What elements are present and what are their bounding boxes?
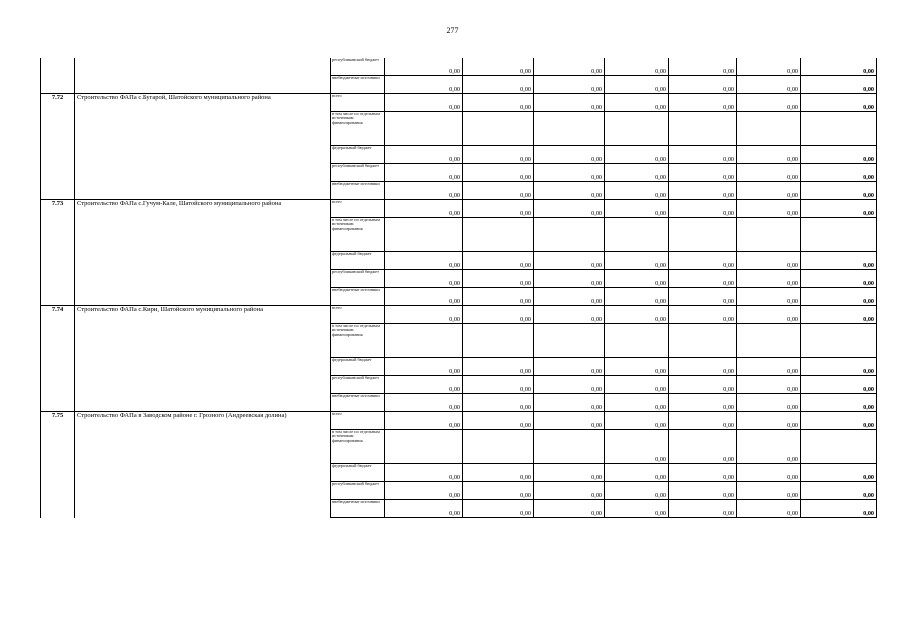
value-cell: 0,00 (737, 464, 801, 482)
value-cell: 0,00 (385, 412, 463, 430)
value-cell: 0,00 (534, 58, 605, 76)
funding-source-cell: внебюджетные источники (331, 500, 385, 518)
item-name-cell: Строительство ФАПа в Заводском районе г. Грозного (Андреевская долина) (75, 412, 331, 518)
funding-source-cell: республиканский бюджет (331, 482, 385, 500)
value-cell: 0,00 (801, 482, 877, 500)
value-cell: 0,00 (669, 500, 737, 518)
value-cell: 0,00 (669, 146, 737, 164)
value-cell: 0,00 (737, 164, 801, 182)
value-cell: 0,00 (801, 94, 877, 112)
value-cell: 0,00 (669, 182, 737, 200)
funding-source-cell: внебюджетные источники (331, 182, 385, 200)
value-cell: 0,00 (737, 200, 801, 218)
value-cell: 0,00 (385, 500, 463, 518)
value-cell: 0,00 (385, 200, 463, 218)
value-cell (534, 112, 605, 146)
item-number-cell: 7.75 (41, 412, 75, 518)
value-cell: 0,00 (669, 76, 737, 94)
value-cell: 0,00 (669, 200, 737, 218)
value-cell: 0,00 (801, 412, 877, 430)
value-cell (534, 430, 605, 464)
value-cell: 0,00 (737, 482, 801, 500)
funding-source-cell: в том числе по отдельным источникам финансирования (331, 218, 385, 252)
value-cell: 0,00 (463, 288, 534, 306)
funding-source-cell: федеральный бюджет (331, 464, 385, 482)
value-cell (737, 324, 801, 358)
item-name-cell: Строительство ФАПа с.Гучум-Кале, Шатойского муниципального района (75, 200, 331, 306)
item-number-cell: 7.73 (41, 200, 75, 306)
value-cell: 0,00 (463, 58, 534, 76)
funding-source-cell: всего (331, 306, 385, 324)
funding-source-cell: в том числе по отдельным источникам финансирования (331, 430, 385, 464)
value-cell: 0,00 (534, 358, 605, 376)
value-cell: 0,00 (605, 464, 669, 482)
value-cell: 0,00 (801, 500, 877, 518)
value-cell (801, 218, 877, 252)
value-cell (463, 324, 534, 358)
funding-source-cell: внебюджетные источники (331, 288, 385, 306)
value-cell: 0,00 (737, 270, 801, 288)
value-cell: 0,00 (605, 358, 669, 376)
value-cell: 0,00 (605, 182, 669, 200)
value-cell: 0,00 (801, 288, 877, 306)
value-cell: 0,00 (669, 482, 737, 500)
table-row (41, 94, 877, 112)
funding-source-cell: в том числе по отдельным источникам финансирования (331, 324, 385, 358)
value-cell: 0,00 (669, 376, 737, 394)
value-cell: 0,00 (801, 358, 877, 376)
budget-table (40, 58, 877, 518)
item-name-cell (75, 58, 331, 94)
value-cell: 0,00 (669, 464, 737, 482)
value-cell: 0,00 (463, 146, 534, 164)
value-cell: 0,00 (534, 164, 605, 182)
value-cell: 0,00 (385, 376, 463, 394)
value-cell: 0,00 (463, 358, 534, 376)
value-cell: 0,00 (534, 270, 605, 288)
value-cell: 0,00 (669, 164, 737, 182)
value-cell: 0,00 (605, 200, 669, 218)
value-cell (801, 430, 877, 464)
value-cell: 0,00 (605, 430, 669, 464)
value-cell: 0,00 (605, 306, 669, 324)
value-cell: 0,00 (534, 500, 605, 518)
value-cell: 0,00 (737, 430, 801, 464)
item-name-cell: Строительство ФАПа с.Кири, Шатойского муниципального района (75, 306, 331, 412)
value-cell: 0,00 (534, 394, 605, 412)
value-cell: 0,00 (463, 164, 534, 182)
value-cell (737, 218, 801, 252)
value-cell: 0,00 (463, 394, 534, 412)
value-cell: 0,00 (385, 182, 463, 200)
value-cell: 0,00 (534, 306, 605, 324)
value-cell: 0,00 (669, 430, 737, 464)
value-cell: 0,00 (669, 58, 737, 76)
value-cell (669, 324, 737, 358)
value-cell: 0,00 (463, 482, 534, 500)
value-cell: 0,00 (605, 252, 669, 270)
value-cell: 0,00 (534, 146, 605, 164)
value-cell: 0,00 (385, 164, 463, 182)
value-cell: 0,00 (737, 394, 801, 412)
value-cell: 0,00 (737, 58, 801, 76)
table-body (41, 58, 877, 518)
value-cell: 0,00 (669, 288, 737, 306)
value-cell: 0,00 (605, 270, 669, 288)
value-cell (801, 112, 877, 146)
value-cell: 0,00 (605, 76, 669, 94)
table-row (41, 200, 877, 218)
value-cell: 0,00 (737, 306, 801, 324)
value-cell: 0,00 (801, 394, 877, 412)
value-cell (669, 112, 737, 146)
funding-source-cell: республиканский бюджет (331, 270, 385, 288)
value-cell: 0,00 (534, 76, 605, 94)
value-cell: 0,00 (385, 58, 463, 76)
value-cell: 0,00 (669, 412, 737, 430)
value-cell: 0,00 (605, 288, 669, 306)
value-cell: 0,00 (801, 200, 877, 218)
value-cell: 0,00 (385, 270, 463, 288)
value-cell: 0,00 (385, 464, 463, 482)
value-cell: 0,00 (534, 200, 605, 218)
item-number-cell (41, 58, 75, 94)
value-cell: 0,00 (605, 376, 669, 394)
value-cell (534, 324, 605, 358)
value-cell: 0,00 (605, 58, 669, 76)
value-cell: 0,00 (737, 76, 801, 94)
value-cell: 0,00 (605, 146, 669, 164)
value-cell: 0,00 (669, 252, 737, 270)
funding-source-cell: федеральный бюджет (331, 358, 385, 376)
funding-source-cell: в том числе по отдельным источникам финансирования (331, 112, 385, 146)
value-cell: 0,00 (737, 146, 801, 164)
value-cell: 0,00 (463, 464, 534, 482)
value-cell: 0,00 (385, 358, 463, 376)
value-cell: 0,00 (463, 200, 534, 218)
value-cell: 0,00 (605, 94, 669, 112)
value-cell (534, 218, 605, 252)
value-cell: 0,00 (737, 358, 801, 376)
value-cell: 0,00 (463, 270, 534, 288)
value-cell: 0,00 (669, 94, 737, 112)
value-cell: 0,00 (534, 182, 605, 200)
value-cell (463, 430, 534, 464)
value-cell (385, 324, 463, 358)
value-cell: 0,00 (385, 76, 463, 94)
value-cell: 0,00 (385, 482, 463, 500)
page-number: 277 (446, 26, 459, 35)
value-cell (385, 112, 463, 146)
value-cell: 0,00 (801, 270, 877, 288)
funding-source-cell: всего (331, 200, 385, 218)
value-cell (801, 324, 877, 358)
funding-source-cell: внебюджетные источники (331, 394, 385, 412)
value-cell: 0,00 (463, 376, 534, 394)
value-cell (605, 218, 669, 252)
value-cell: 0,00 (605, 482, 669, 500)
value-cell: 0,00 (801, 306, 877, 324)
value-cell: 0,00 (385, 394, 463, 412)
funding-source-cell: всего (331, 94, 385, 112)
value-cell: 0,00 (801, 252, 877, 270)
value-cell: 0,00 (737, 252, 801, 270)
funding-source-cell: федеральный бюджет (331, 252, 385, 270)
value-cell: 0,00 (463, 94, 534, 112)
value-cell: 0,00 (534, 464, 605, 482)
value-cell: 0,00 (463, 76, 534, 94)
value-cell (385, 430, 463, 464)
value-cell: 0,00 (534, 376, 605, 394)
table-row (41, 306, 877, 324)
value-cell: 0,00 (385, 146, 463, 164)
item-name-cell: Строительство ФАПа с.Бугарой, Шатойского муниципального района (75, 94, 331, 200)
value-cell: 0,00 (669, 358, 737, 376)
value-cell (605, 112, 669, 146)
value-cell: 0,00 (669, 306, 737, 324)
value-cell (737, 112, 801, 146)
funding-source-cell: республиканский бюджет (331, 58, 385, 76)
funding-source-cell: федеральный бюджет (331, 146, 385, 164)
value-cell: 0,00 (737, 500, 801, 518)
value-cell: 0,00 (534, 288, 605, 306)
value-cell: 0,00 (669, 394, 737, 412)
value-cell: 0,00 (463, 500, 534, 518)
value-cell: 0,00 (605, 164, 669, 182)
value-cell (605, 324, 669, 358)
value-cell: 0,00 (605, 412, 669, 430)
table-row (41, 58, 877, 76)
value-cell (669, 218, 737, 252)
value-cell: 0,00 (463, 412, 534, 430)
funding-source-cell: всего (331, 412, 385, 430)
value-cell: 0,00 (737, 376, 801, 394)
value-cell: 0,00 (801, 164, 877, 182)
value-cell: 0,00 (534, 482, 605, 500)
funding-source-cell: внебюджетные источники (331, 76, 385, 94)
value-cell: 0,00 (605, 394, 669, 412)
value-cell: 0,00 (463, 306, 534, 324)
value-cell: 0,00 (534, 252, 605, 270)
value-cell: 0,00 (801, 58, 877, 76)
value-cell: 0,00 (463, 182, 534, 200)
value-cell: 0,00 (801, 182, 877, 200)
value-cell: 0,00 (737, 94, 801, 112)
funding-source-cell: республиканский бюджет (331, 164, 385, 182)
value-cell: 0,00 (801, 146, 877, 164)
value-cell: 0,00 (737, 182, 801, 200)
value-cell: 0,00 (385, 94, 463, 112)
value-cell: 0,00 (737, 412, 801, 430)
funding-source-cell: республиканский бюджет (331, 376, 385, 394)
value-cell: 0,00 (463, 252, 534, 270)
value-cell (463, 218, 534, 252)
value-cell: 0,00 (385, 306, 463, 324)
value-cell: 0,00 (385, 252, 463, 270)
value-cell: 0,00 (801, 76, 877, 94)
value-cell: 0,00 (801, 376, 877, 394)
value-cell: 0,00 (737, 288, 801, 306)
value-cell: 0,00 (801, 464, 877, 482)
value-cell (463, 112, 534, 146)
item-number-cell: 7.74 (41, 306, 75, 412)
value-cell: 0,00 (534, 94, 605, 112)
table-row (41, 412, 877, 430)
value-cell: 0,00 (385, 288, 463, 306)
item-number-cell: 7.72 (41, 94, 75, 200)
value-cell: 0,00 (534, 412, 605, 430)
value-cell: 0,00 (669, 270, 737, 288)
value-cell: 0,00 (605, 500, 669, 518)
value-cell (385, 218, 463, 252)
